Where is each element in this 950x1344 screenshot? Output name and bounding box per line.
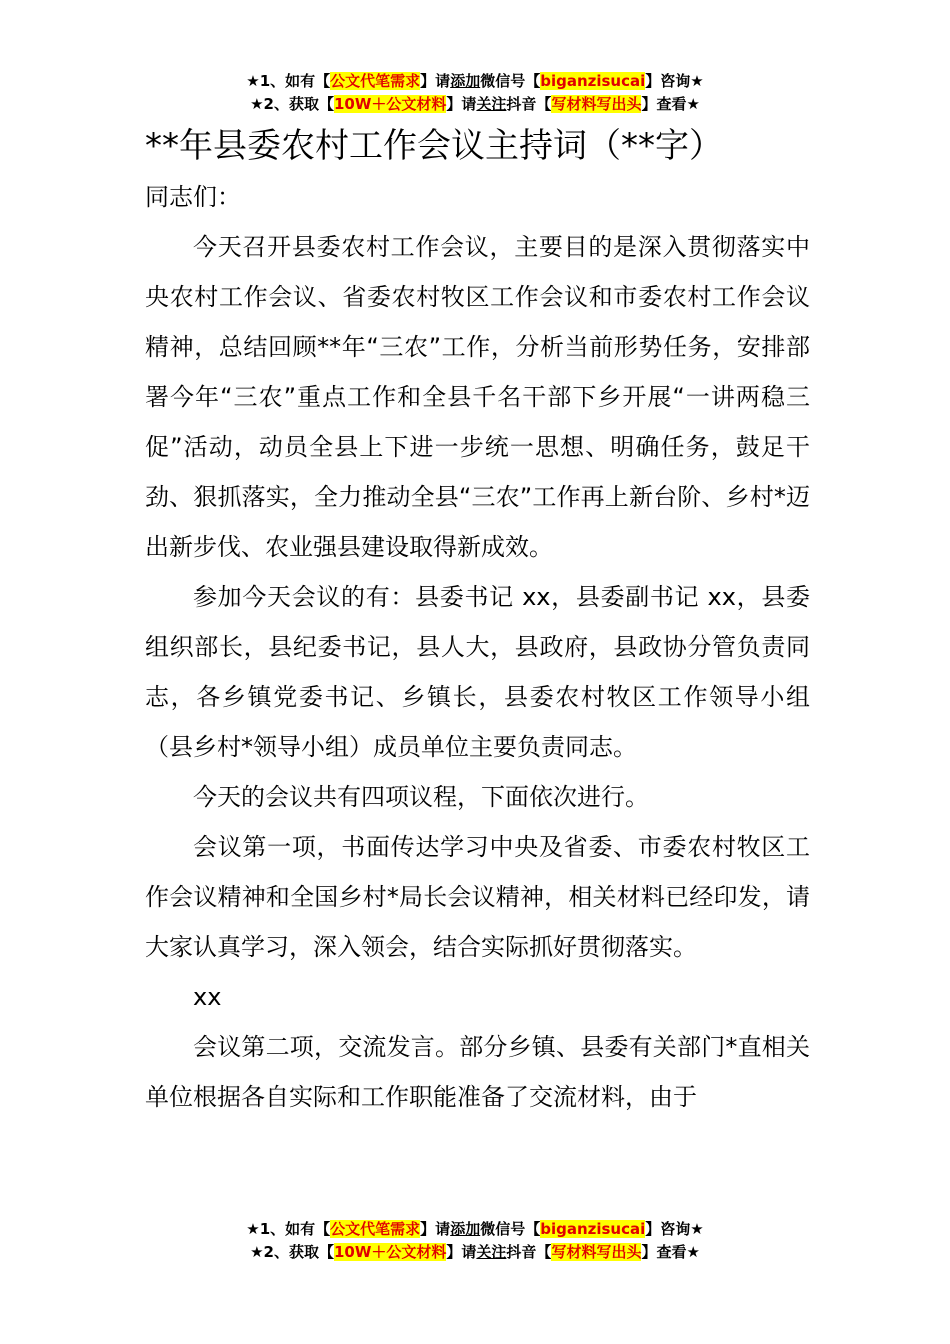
banner-text: 】查看★ — [641, 95, 700, 113]
paragraph-item-two: 会议第二项，交流发言。部分乡镇、县委有关部门*直相关单位根据各自实际和工作职能准备了交流材料，由于 — [145, 1033, 810, 1111]
paragraph-agenda: 今天的会议共有四项议程，下面依次进行。 — [193, 783, 649, 811]
banner-text: 微信号【 — [480, 1220, 541, 1238]
underlined-text: 添加 — [450, 72, 481, 90]
highlight-text: 10W＋公文材料 — [333, 95, 447, 113]
paragraph-placeholder: xx — [193, 983, 222, 1011]
banner-text: ★2、获取【 — [250, 95, 334, 113]
banner-text: ★2、获取【 — [250, 1243, 334, 1261]
underlined-text: 关注 — [476, 95, 507, 113]
banner-text: 抖音【 — [506, 1243, 552, 1261]
wechat-id: biganzisucai — [540, 72, 646, 90]
greeting: 同志们： — [145, 183, 241, 211]
highlight-text: 公文代笔需求 — [330, 1220, 421, 1238]
footer-banner — [0, 1218, 950, 1264]
banner-text: 】请 — [420, 72, 451, 90]
header-banner — [0, 70, 950, 116]
document-body — [145, 120, 810, 1122]
banner-line-1 — [0, 1218, 950, 1241]
banner-text: 】查看★ — [641, 1243, 700, 1261]
banner-line-1 — [0, 70, 950, 93]
document-title: **年县委农村工作会议主持词（**字） — [145, 126, 723, 166]
underlined-text: 关注 — [476, 1243, 507, 1261]
paragraph-opening: 今天召开县委农村工作会议，主要目的是深入贯彻落实中央农村工作会议、省委农村牧区工作会议和市委农村工作会议精神，总结回顾**年“三农”工作，分析当前形势任务，安排部署今年“三农”重点工作和全县千名干部下乡开展“一讲两稳三促”活动，动员全县上下进一步统一思想、明确任务，鼓足干劲、狠抓落实，全力推动全县“三农”工作再上新台阶、乡村*迈出新步伐、农业强县建设取得新成效。 — [145, 233, 810, 561]
banner-line-2 — [0, 1241, 950, 1264]
banner-text: 抖音【 — [506, 95, 552, 113]
banner-text: 】咨询★ — [645, 72, 704, 90]
banner-text: 微信号【 — [480, 72, 541, 90]
highlight-text: 公文代笔需求 — [330, 72, 421, 90]
banner-text: ★1、如有【 — [246, 1220, 331, 1238]
wechat-id: biganzisucai — [540, 1220, 646, 1238]
paragraph-item-one: 会议第一项，书面传达学习中央及省委、市委农村牧区工作会议精神和全国乡村*局长会议精神，相关材料已经印发，请大家认真学习，深入领会，结合实际抓好贯彻落实。 — [145, 833, 810, 961]
banner-text: 】咨询★ — [645, 1220, 704, 1238]
banner-text: 】请 — [420, 1220, 451, 1238]
banner-text: ★1、如有【 — [246, 72, 331, 90]
banner-text: 】请 — [446, 95, 477, 113]
highlight-text: 10W＋公文材料 — [333, 1243, 447, 1261]
banner-text: 】请 — [446, 1243, 477, 1261]
underlined-text: 添加 — [450, 1220, 481, 1238]
douyin-id: 写材料写出头 — [551, 1243, 642, 1261]
banner-line-2 — [0, 93, 950, 116]
douyin-id: 写材料写出头 — [551, 95, 642, 113]
paragraph-attendees: 参加今天会议的有：县委书记 xx，县委副书记 xx，县委组织部长，县纪委书记，县人大，县政府，县政协分管负责同志，各乡镇党委书记、乡镇长，县委农村牧区工作领导小组（县乡村*领导小组）成员单位主要负责同志。 — [145, 583, 810, 761]
